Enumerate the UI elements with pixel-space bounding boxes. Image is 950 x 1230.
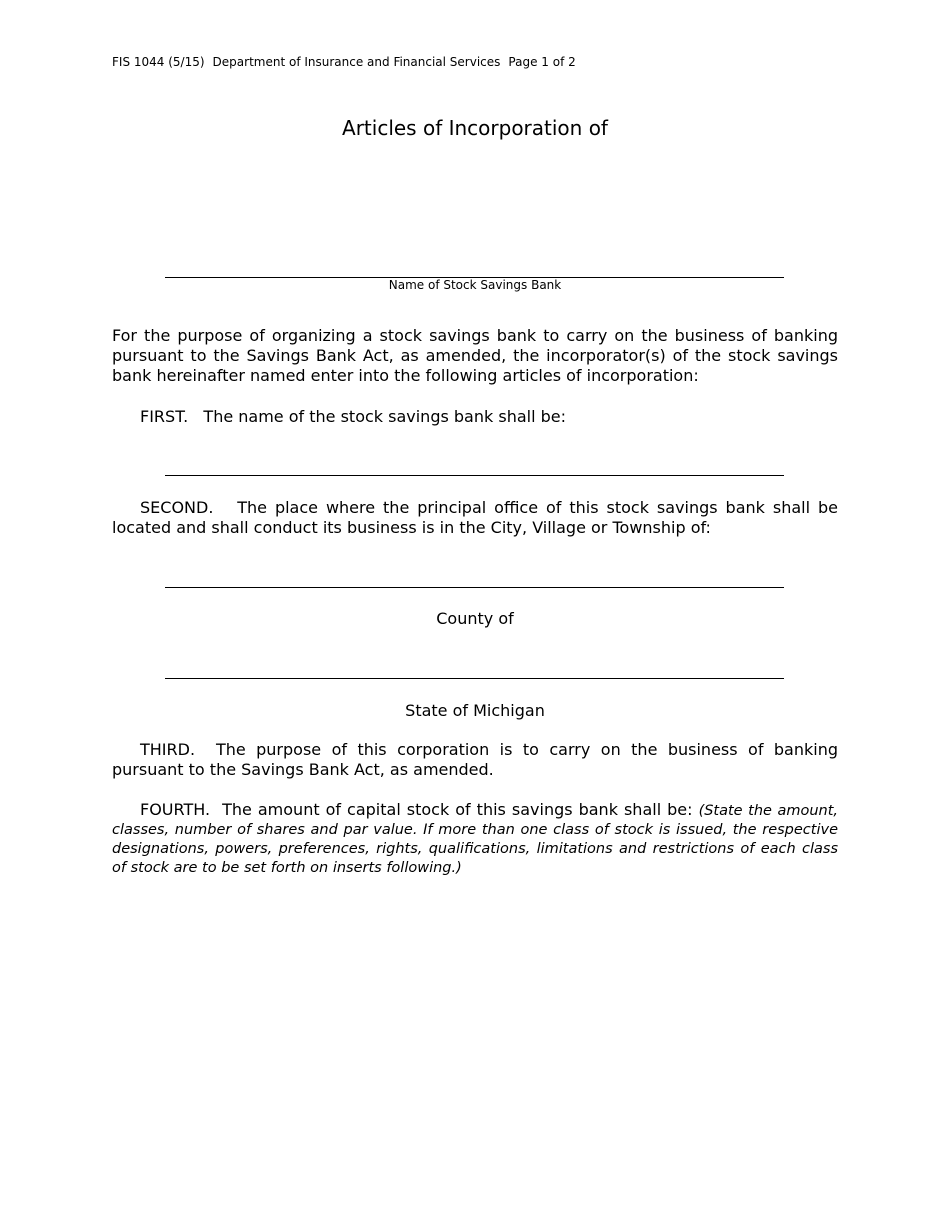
article-fourth-text: The amount of capital stock of this savings bank shall be:	[222, 800, 693, 819]
article-first-label: FIRST.	[140, 407, 189, 426]
article-first	[112, 407, 838, 427]
article-second-text: The place where the principal office of this stock savings bank shall be located and shall conduct its business is in the City, Village or Township of:	[112, 498, 838, 537]
article-first-text: The name of the stock savings bank shall be:	[203, 407, 566, 426]
article-second-label: SECOND.	[140, 498, 214, 517]
article-third-text: The purpose of this corporation is to carry on the business of banking pursuant to the Savings Bank Act, as amended.	[112, 740, 838, 779]
bank-name-caption: Name of Stock Savings Bank	[388, 278, 562, 292]
bank-name-entry-line[interactable]	[165, 475, 784, 476]
city-entry-line[interactable]	[165, 587, 784, 588]
article-third	[112, 740, 838, 780]
county-entry-line[interactable]	[165, 678, 784, 679]
page-indicator: Page 1 of 2	[508, 55, 576, 69]
article-fourth-instructions: (State the amount, classes, number of shares and par value. If more than one class of stock is issued, the respective designations, powers, preferences, rights, qualifications, limitations and restrictions of each class of stock are to be set forth on inserts following.)	[112, 803, 839, 876]
department-name: Department of Insurance and Financial Services	[212, 55, 501, 69]
article-fourth-label: FOURTH.	[140, 800, 211, 819]
article-fourth	[112, 801, 838, 877]
article-second	[112, 498, 838, 538]
article-third-label: THIRD.	[140, 740, 196, 759]
form-header	[112, 55, 584, 69]
form-number: FIS 1044 (5/15)	[112, 55, 205, 69]
state-label: State of Michigan	[405, 701, 545, 720]
county-label: County of	[436, 609, 514, 628]
page-title: Articles of Incorporation of	[342, 116, 608, 140]
intro-paragraph: For the purpose of organizing a stock savings bank to carry on the business of banking pursuant to the Savings Bank Act, as amended, the incorporator(s) of the stock savings bank hereinafter named enter into the following articles of incorporation:	[112, 326, 838, 385]
